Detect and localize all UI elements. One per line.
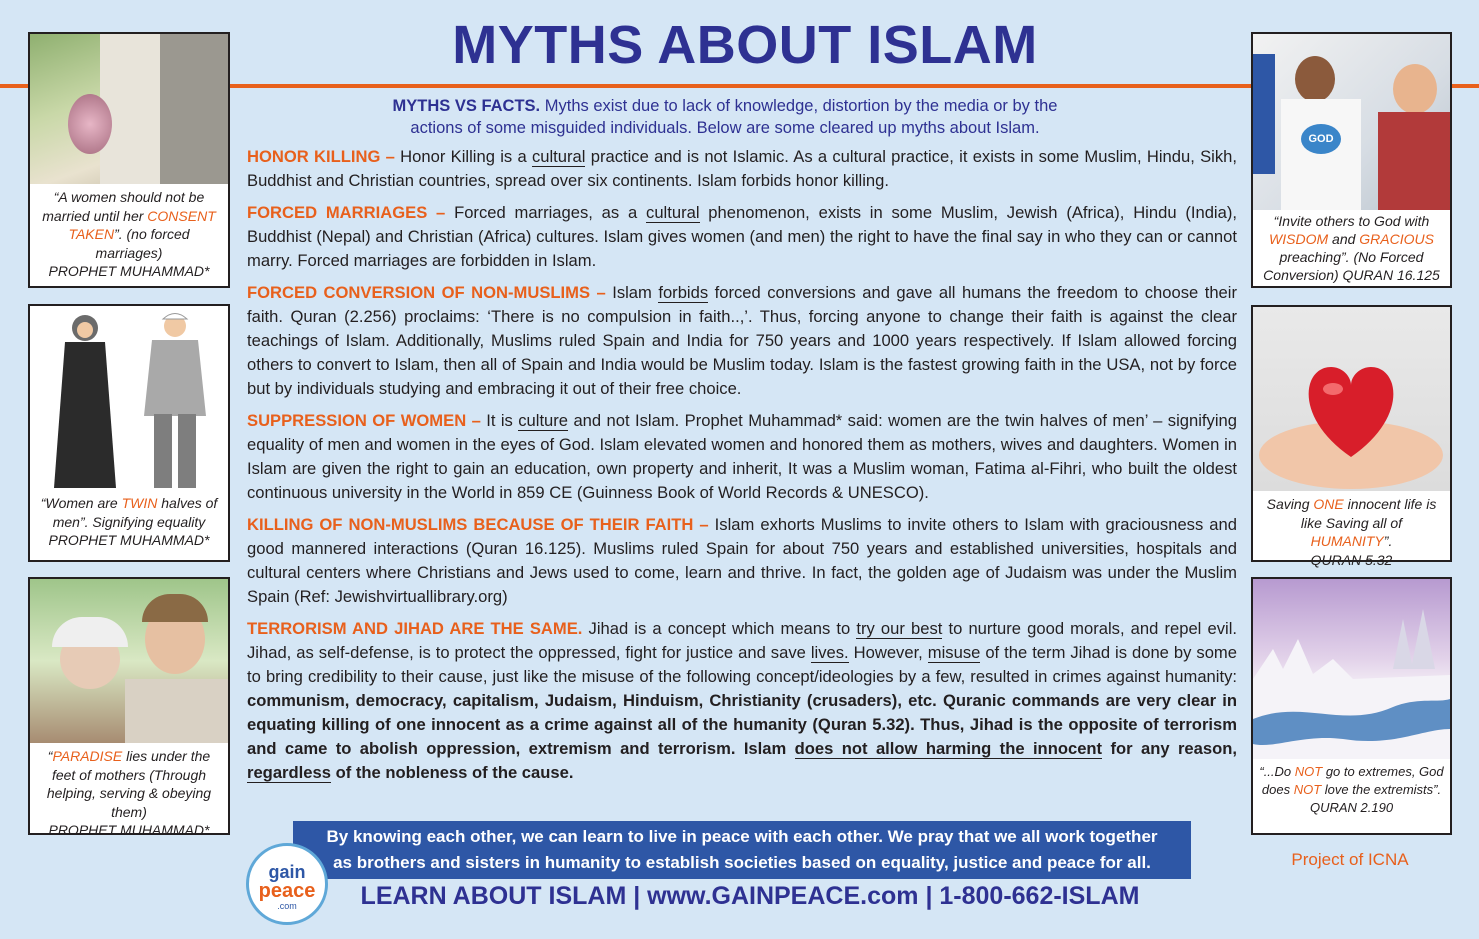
myth-text: However, [848,643,928,662]
man1-head [1295,56,1335,102]
intro-line1: Myths exist due to lack of knowledge, distortion by the media or by the [540,97,1058,115]
caption-text: and [1328,231,1360,247]
myth-underline: misuse [927,643,981,662]
card-extremes [1251,577,1452,835]
man-leg-right [178,414,196,488]
myth-underline: lives. [810,643,849,662]
woman-abaya [54,342,116,488]
man2-head [1393,64,1437,114]
intro-lead: MYTHS VS FACTS. [392,97,541,115]
banner-line: as brothers and sisters in humanity to establish societies based on equality, justice and peace for all. [333,853,1151,872]
caption-highlight: NOT [1293,782,1322,797]
card-caption [1253,210,1450,288]
footer-contact: LEARN ABOUT ISLAM | www.GAINPEACE.com | 1-800-662-ISLAM [360,882,1140,910]
myth-text: Islam exhorts Muslims to invite others to Islam with graciousness and good mannered interactions (Quran 16.125). Muslims ruled Spain for about 750 years and established universities, hospitals and cultural centers where Christians and Jews used to come, learn and thrive. In fact, the golden age of Judaism was under the Muslim Spain (Ref: Jewishvirtuallibrary.org) [247,515,1237,606]
myth-text: Jihad is a concept which means to [582,619,857,638]
caption-highlight: PARADISE [52,748,123,764]
myth-bold-underline: regardless [247,763,331,782]
woman-face [77,322,93,338]
caption-text: “ [47,748,53,764]
myth-underline: forbids [658,283,709,302]
myth-underline: try our best [856,619,943,638]
myth-heading: HONOR KILLING – [247,147,395,166]
caption-attribution: PROPHET MUHAMMAD* [48,532,210,548]
bouquet-shape [68,94,112,154]
caption-text: preaching”. (No Forced Conversion) QURAN 16.125 [1263,249,1440,283]
god-logo: GOD [1301,124,1341,154]
myth-bold-text: communism, democracy, capitalism, Judaism, Hinduism, Christianity (crusaders), etc. Quranic commands are very clear in equating killing of one innocent as a crime against all of the humanity (Quran 5.32). Thus, Jihad is the opposite of terrorism and came to abolish oppression, extremism and terrorism. Islam [247,691,1237,758]
myth-underline: cultural [646,203,700,222]
caption-text: ”. [1383,533,1393,549]
caption-highlight: TWIN [121,495,158,511]
myth-forced-marriages [247,201,1237,273]
card-paradise [28,577,230,838]
heart-photo [1253,307,1450,491]
myth-forced-conversion [247,281,1237,401]
wedding-photo [30,34,228,184]
gainpeace-logo [246,843,328,925]
myth-heading: FORCED MARRIAGES – [247,203,446,222]
couple-illustration [30,306,228,490]
myth-underline: cultural [531,147,586,166]
card-twin-halves [28,304,230,562]
myth-suppression-of-women [247,409,1237,505]
caption-text: innocent life is like Saving all of [1300,496,1437,531]
logo-peace: peace [258,880,316,902]
card-invite [1251,32,1452,288]
myth-text: practice and is not Islamic. As a cultural practice, it exists in some Muslim, Hindu, Sikh, Buddhist and Christian countries, spread over six continents. Islam forbids honor killing. [247,147,1237,190]
caption-text: “Women are [40,495,122,511]
heart-svg [1253,307,1450,491]
myth-bold-text: for any reason, [1102,739,1237,758]
peace-banner [293,821,1191,879]
logo-gain: gain [268,862,306,882]
myth-honor-killing [247,145,1237,193]
man1-shirt [1281,99,1361,210]
caption-text: “...Do [1259,764,1295,779]
myth-heading: TERRORISM AND JIHAD ARE THE SAME. [247,619,583,638]
caption-highlight: CONSENT TAKEN [68,207,216,242]
heart-shine [1323,383,1343,395]
myth-text: of the term Jihad is done by some to bring credibility to their cause, just like the misuse of the following concept/ideologies by a few, resulted in crimes against humanity: [247,643,1237,686]
caption-highlight: HUMANITY [1310,533,1384,549]
caption-attribution: QURAN 5.32 [1310,551,1393,568]
caption-highlight: ONE [1313,496,1344,512]
caption-text: go to extremes, God does [1261,764,1444,797]
myth-heading: SUPPRESSION OF WOMEN – [247,411,481,430]
caption-text: Saving [1266,496,1314,512]
caption-text: “Invite others to God with [1273,213,1430,229]
caption-highlight: NOT [1294,764,1323,779]
winter-photo [1253,579,1450,759]
caption-text: “A women should not be married until her [42,189,205,224]
man2-shirt [1378,112,1450,210]
myth-text: Islam [605,283,659,302]
myth-text: to nurture good morals, and repel evil. Jihad, as self-defense, is to protect the oppressed, fight for justice and save [247,619,1237,662]
card-caption [30,490,228,554]
myth-text: Honor Killing is a [394,147,532,166]
banner-line: By knowing each other, we can learn to live in peace with each other. We pray that we all work together [326,827,1158,846]
myth-terrorism-jihad [247,617,1237,785]
myth-text: phenomenon, exists in some Muslim, Jewish (Africa), Hindu (India), Buddhist (Nepal) and Christian (Africa) cultures. Islam gives women (and men) the right to have the final say in who they can or cannot marry. Forced marriages are forbidden in Islam. [247,203,1237,270]
logo-com: .com [277,901,297,911]
card-caption [1253,491,1450,573]
caption-text: love the extremists”. [1321,782,1442,797]
caption-attribution: QURAN 2.190 [1309,800,1394,815]
page-title: MYTHS ABOUT ISLAM [260,14,1230,76]
caption-text: halves of men”. Signifying equality [52,495,218,530]
couple-svg [30,306,228,490]
card-consent [28,32,230,288]
caption-attribution: PROPHET MUHAMMAD* [48,822,210,838]
caption-highlight: GRACIOUS [1359,231,1434,247]
man-shirt [144,340,206,416]
winter-svg [1253,579,1450,759]
myth-text: It is [480,411,519,430]
myth-text: forced conversions and gave all humans the freedom to choose their faith. Quran (2.256) proclaims: ‘There is no compulsion in faith..,’. Thus, forcing anyone to change their faith is against the clear teachings of Islam. Additionally, Muslims ruled Spain and India for 750 years and 1000 years respectively. If Islam allowed forcing others to convert to Islam, then all of Spain and India would be Muslim today. Islam is the fastest growing faith in the USA, not by force but by individuals studying and embracing it out of their free choice. [247,283,1237,398]
project-credit: Project of ICNA [1291,850,1409,869]
caption-attribution: PROPHET MUHAMMAD* [48,263,210,279]
myth-text: Forced marriages, as a [445,203,647,222]
card-caption [30,743,228,844]
son-hair [142,594,208,622]
mother-son-photo [30,579,228,743]
myth-underline: culture [518,411,569,430]
myths-body [247,145,1237,793]
snowy-trees [1393,609,1435,669]
myth-bold-underline: does not allow harming the innocent [794,739,1103,758]
suit-shape [160,34,228,184]
caption-text: ”. (no forced marriages) [95,226,190,261]
man-leg-left [154,414,172,488]
myth-text: and not Islam. Prophet Muhammad* said: women are the twin halves of men’ – signifying equality of men and women in the eyes of God. Islam elevated women and honored them as mothers, wives and daughters. Women in Islam are given the right to gain an education, own property and inherit, It was a Muslim woman, Fatima al-Fihri, who built the oldest continuous university in the World in 859 CE (Guinness Book of World Records & UNESCO). [247,411,1237,502]
mother-hair [52,617,128,647]
caption-text: lies under the feet of mothers (Through helping, serving & obeying them) [46,748,212,820]
booth-banner [1253,54,1275,174]
card-caption [30,184,228,285]
intro-line2: actions of some misguided individuals. Below are some cleared up myths about Islam. [410,119,1040,137]
myth-heading: FORCED CONVERSION OF NON-MUSLIMS – [247,283,606,302]
card-caption [1253,759,1450,821]
myth-heading: KILLING OF NON-MUSLIMS BECAUSE OF THEIR FAITH – [247,515,709,534]
man-cap [163,314,187,320]
caption-highlight: WISDOM [1269,231,1329,247]
myth-killing-non-muslims [247,513,1237,609]
myth-bold-text: of the nobleness of the cause. [330,763,574,782]
son-shirt [125,679,228,743]
dawah-photo [1253,34,1450,210]
intro-text [340,95,1110,139]
card-humanity [1251,305,1452,568]
